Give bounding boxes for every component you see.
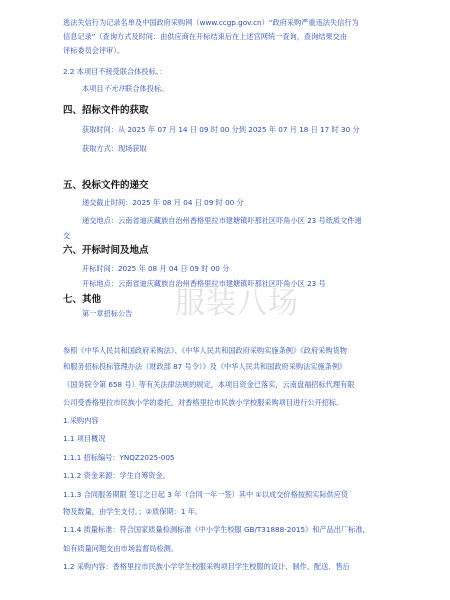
get-method: 获取方式：现场获取 (82, 144, 147, 153)
clause-1-1-4: 1.1.4 质量标准：符合国家质量检测标准《中小学生校服 GB/T31888-2015》和产品出厂标准， (63, 525, 370, 534)
heading-section-6: 六、开标时间及地点 (63, 245, 149, 256)
deadline: 递交截止时间：2025 年 08 月 04 日 09 时 00 分 (82, 198, 244, 207)
clause-1: 1.采购内容 (63, 416, 99, 425)
body-paragraph-line: 和服务招标投标管理办法（财政部 87 号令）》及《中华人民共和国政府采购法实施条例》 (63, 362, 347, 371)
paragraph-line: 评标委员会评审）。 (63, 46, 125, 55)
heading-section-5: 五、投标文件的递交 (63, 180, 149, 191)
watermark: 服装八场 (175, 286, 299, 321)
open-place: 开标地点：云南省迪庆藏族自治州香格里拉市建塘镇吓那社区吓角小区 23 号 (82, 279, 326, 288)
clause-1-1: 1.1 项目概况 (63, 434, 106, 443)
clause-2-2-detail (82, 84, 168, 94)
paragraph-line: 逃法失信行为记录名单及中国政府采购网（www.ccgp.gov.cn）“政府采购严重违法失信行为 (63, 18, 359, 27)
clause-italic: 不允许 (103, 84, 126, 93)
chapter-title: 第一章招标公告 (82, 309, 133, 318)
clause-2-2: 2.2 本项目不接受联合体投标。： (63, 67, 167, 76)
heading-section-4: 四、招标文件的获取 (63, 105, 149, 116)
open-time: 开标时间：2025 年 08 月 04 日 09 时 00 分 (82, 264, 230, 273)
clause-suffix: 联合体投标。 (125, 84, 169, 93)
clause-1-1-2: 1.1.2 资金来源：学生自筹资金。 (63, 471, 170, 480)
paragraph-line: 信息记录”（查询方式及时间：由供应商在开标结束后在上述官网统一查询，查询结果交由 (63, 32, 348, 41)
clause-1-1-3: 1.1.3 合同服务期限 签订之日起 3 年（合同一年一签）其中 ①以成交价格按照实际供应货 (63, 490, 349, 499)
clause-prefix: 本项目 (82, 84, 104, 93)
clause-1-1-4-cont: 如有质量问题交由市场监督局检测。 (63, 544, 179, 553)
clause-1-1-1: 1.1.1 招标编号：YNQZ2025-005 (63, 453, 175, 462)
get-time: 获取时间：从 2025 年 07 月 14 日 09 时 00 分到 2025 年 07 月 18 日 17 时 30 分 (82, 125, 360, 134)
body-paragraph-line: （国务院令第 658 号）等有关法律法规的规定，本项目资金已落实，云南盘福招标代理有限 (63, 380, 355, 389)
heading-section-7: 七、其他 (63, 294, 102, 305)
submission-location-cont: 交 (63, 231, 71, 240)
clause-1-2: 1.2 采购内容：香格里拉市民族小学学生校服采购项目学生校服的设计、制作、配送、售后 (63, 562, 350, 571)
body-paragraph-line: 参照《中华人民共和国政府采购法》、《中华人民共和国政府采购实施条例》《政府采购货物 (63, 346, 347, 355)
submission-location: 递交地点：云南省迪庆藏族自治州香格里拉市建塘镇吓那社区吓角小区 23 号纸质文件递 (82, 216, 362, 225)
body-paragraph-line: 公司受香格里拉市民族小学的委托，对香格里拉市民族小学校服采购项目进行公开招标。 (63, 398, 344, 407)
clause-1-1-3-cont: 物及数量，由学生支付。；②质保期：1 年。 (63, 507, 203, 516)
